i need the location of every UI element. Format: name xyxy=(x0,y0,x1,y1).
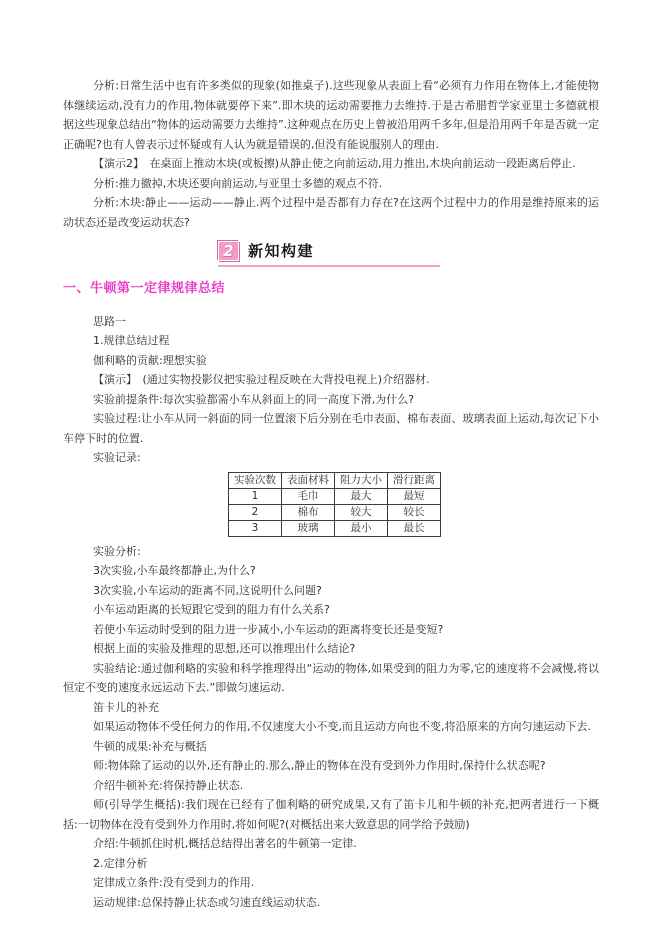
table-header-cell: 表面材料 xyxy=(282,472,335,488)
paragraph: 【演示】 (通过实物投影仪把实验过程反映在大背投电视上)介绍器材. xyxy=(93,373,430,386)
table-cell: 玻璃 xyxy=(282,520,335,536)
table-cell: 1 xyxy=(229,488,282,504)
table-header-cell: 滑行距离 xyxy=(388,472,441,488)
paragraph: 若使小车运动时受到的阻力进一步减小,小车运动的距离将变长还是变短? xyxy=(93,622,444,636)
experiment-record-table xyxy=(228,472,441,537)
paragraph: 根据上面的实验及推理的思想,还可以推理出什么结论? xyxy=(93,642,356,655)
table-cell: 最大 xyxy=(335,488,388,504)
table-cell: 2 xyxy=(229,504,282,520)
paragraph: 分析:木块:静止——运动——静止.两个过程中是否都有力存在?在这两个过程中力的作用是维持原来的运动状态还是改变运动状态? xyxy=(63,196,599,229)
paragraph: 思路一 xyxy=(93,314,126,328)
paragraph: 实验结论:通过伽利略的实验和科学推理得出“运动的物体,如果受到的阻力为零,它的速度将不会减慢,将以恒定不变的速度永远运动下去.”即做匀速运动. xyxy=(63,661,599,694)
paragraph: 师:物体除了运动的以外,还有静止的.那么,静止的物体在没有受到外力作用时,保持什么状态呢? xyxy=(93,759,546,772)
table-header-cell: 实验次数 xyxy=(229,472,282,488)
paragraph: 如果运动物体不受任何力的作用,不仅速度大小不变,而且运动方向也不变,将沿原来的方向匀速运动下去. xyxy=(93,720,591,733)
paragraph: 实验记录: xyxy=(93,451,141,464)
paragraph: 师(引导学生概括):我们现在已经有了伽利略的研究成果,又有了笛卡儿和牛顿的补充,把两者进行一下概括:一切物体在没有受到外力作用时,将如何呢?(对概括出来大致意思的同学给予鼓励) xyxy=(63,798,599,831)
table-body xyxy=(229,488,441,536)
experiment-setup-section xyxy=(63,312,599,468)
paragraph: 3次实验,小车运动的距离不同,这说明什么问题? xyxy=(93,583,322,597)
paragraph: 实验分析: xyxy=(93,544,141,558)
table-cell: 较长 xyxy=(388,504,441,520)
table-header-cell: 阻力大小 xyxy=(335,472,388,488)
paragraph: 运动规律:总保持静止状态或匀速直线运动状态. xyxy=(93,895,321,909)
paragraph: 1.规律总结过程 xyxy=(93,334,170,347)
paragraph: 3次实验,小车最终都静止,为什么? xyxy=(93,564,256,577)
table-row xyxy=(229,504,441,520)
paragraph: 实验过程:让小车从同一斜面的同一位置滚下后分别在毛巾表面、棉布表面、玻璃表面上运动,每次记下小车停下时的位置. xyxy=(63,412,599,445)
paragraph: 实验前提条件:每次实验都需小车从斜面上的同一高度下滑,为什么? xyxy=(93,392,415,406)
paragraph: 介绍:牛顿抓住时机,概括总结得出著名的牛顿第一定律. xyxy=(93,837,357,850)
topic-heading: 一、牛顿第一定律规律总结 xyxy=(63,281,226,296)
paragraph: 介绍牛顿补充:将保持静止状态. xyxy=(93,778,244,792)
table-cell: 3 xyxy=(229,520,282,536)
section-number-badge: 2 xyxy=(218,241,239,261)
table-cell: 最长 xyxy=(388,520,441,536)
experiment-analysis-section xyxy=(63,542,599,913)
section-banner-title: 新知构建 xyxy=(248,242,315,260)
paragraph: 伽利略的贡献:理想实验 xyxy=(93,353,207,367)
intro-analysis-section xyxy=(63,76,599,232)
table-row xyxy=(229,488,441,504)
table-cell: 毛巾 xyxy=(282,488,335,504)
table-row xyxy=(229,520,441,536)
paragraph: 分析:推力撤掉,木块还要向前运动,与亚里士多德的观点不符. xyxy=(93,176,383,190)
table-cell: 最短 xyxy=(388,488,441,504)
table-cell: 棉布 xyxy=(282,504,335,520)
table-header-row xyxy=(229,472,441,488)
paragraph: 2.定律分析 xyxy=(93,856,148,870)
table-cell: 最小 xyxy=(335,520,388,536)
paragraph: 笛卡儿的补充 xyxy=(93,700,159,714)
paragraph: 牛顿的成果:补充与概括 xyxy=(93,739,207,753)
paragraph: 定律成立条件:没有受到力的作用. xyxy=(93,876,255,889)
table-cell: 较大 xyxy=(335,504,388,520)
paragraph: 小车运动距离的长短跟它受到的阻力有什么关系? xyxy=(93,603,330,616)
section-banner xyxy=(218,241,440,267)
paragraph: 分析:日常生活中也有许多类似的现象(如推桌子).这些现象从表面上看“必须有力作用在物体上,才能使物体继续运动,没有力的作用,物体就要停下来”.即木块的运动需要推力去维持.于是古希腊哲学家亚里士多德就根据这些现象总结出“物体的运动需要力去维持”.这种观点在历史上曾被沿用两千多年,但是沿用两千年是否就一定正确呢?也有人曾表示过怀疑或有人认为就是错误的,但没有能说服别人的理由. xyxy=(63,79,599,151)
paragraph: 【演示2】 在桌面上推动木块(或板擦)从静止使之向前运动,用力推出,木块向前运动一段距离后停止. xyxy=(93,157,576,170)
